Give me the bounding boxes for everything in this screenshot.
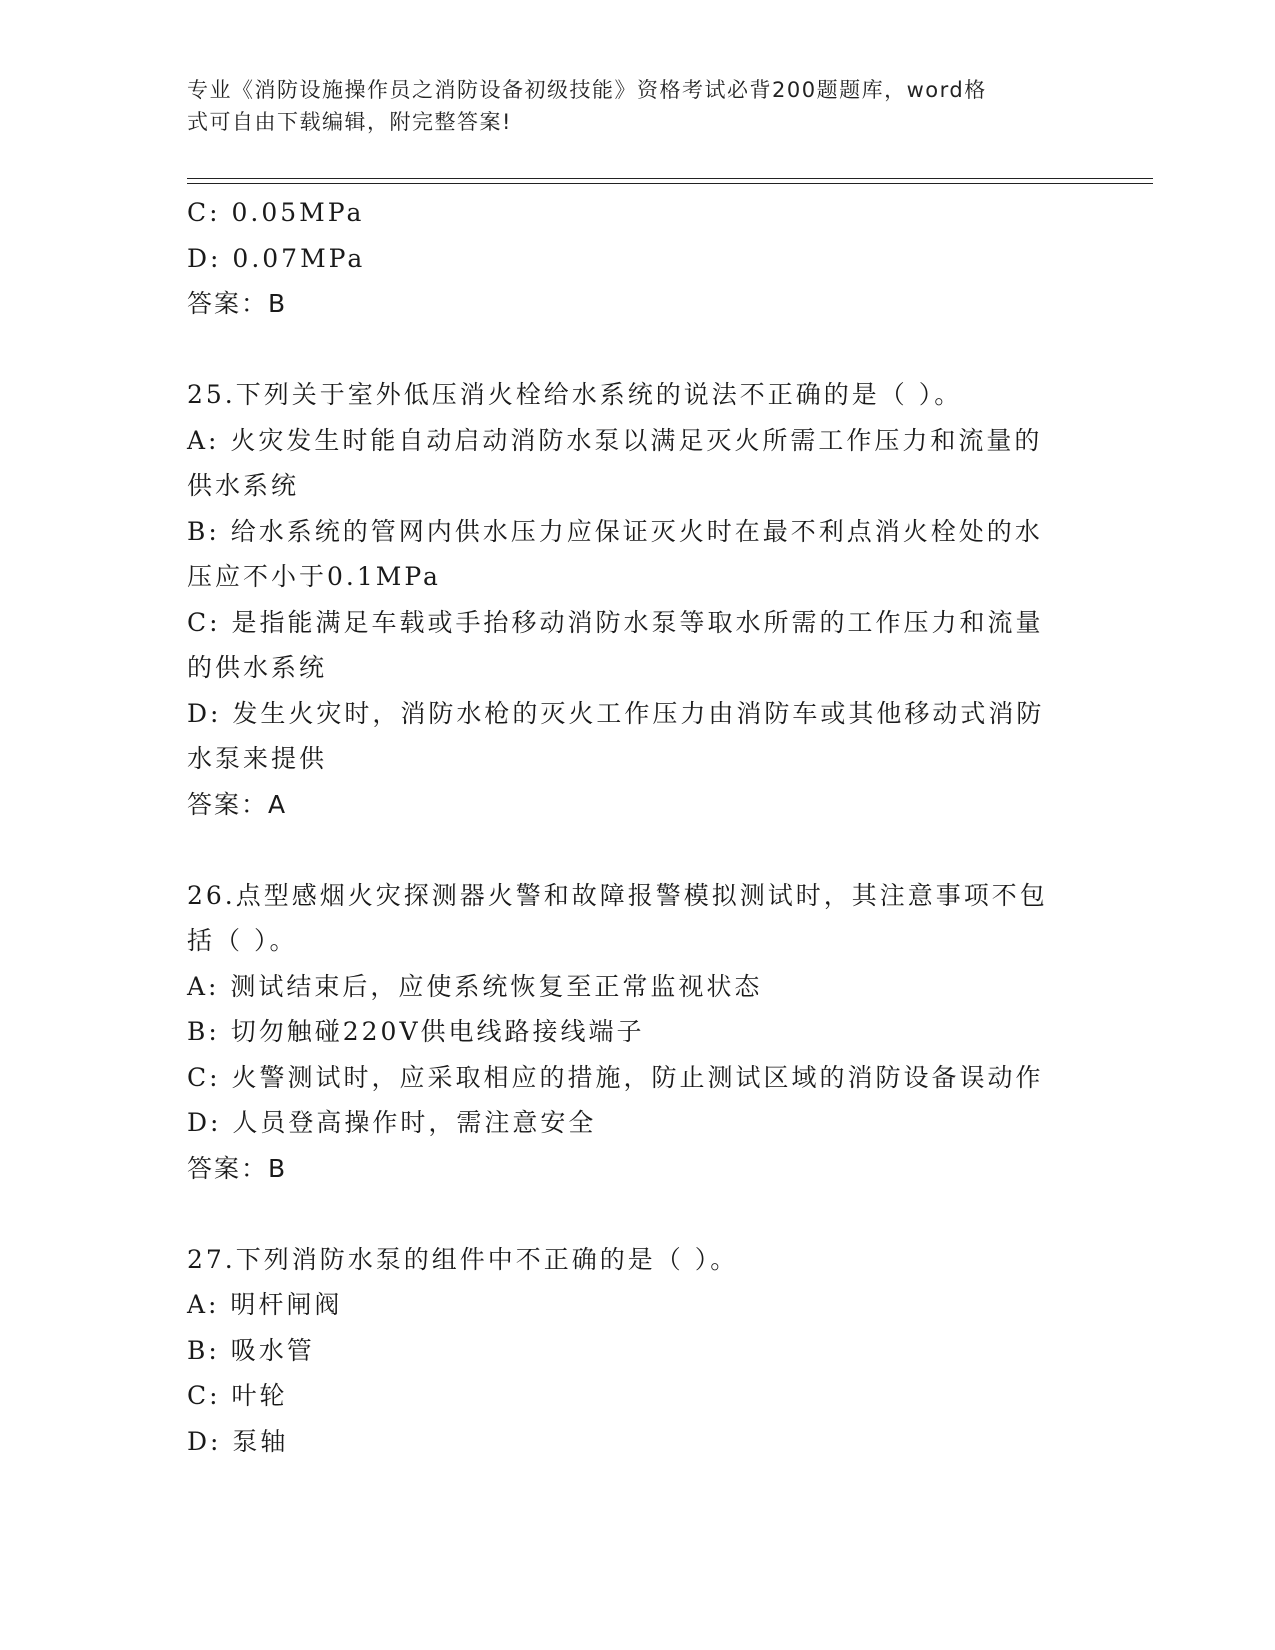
q25-answer: 答案：A [187,789,288,819]
q26-option-b: B: 切勿触碰220V供电线路接线端子 [187,1017,645,1046]
question-list [187,190,1087,1464]
q25-option-a-line-1: A: 火灾发生时能自动启动消防水泵以满足灭火所需工作压力和流量的 [187,425,1043,455]
header-line-1: 专业《消防设施操作员之消防设备初级技能》资格考试必背200题题库，word格 [187,78,987,102]
q25-question: 25.下列关于室外低压消火栓给水系统的说法不正确的是（ ）。 [187,380,963,409]
q24-option-c: C: 0.05MPa [187,198,365,227]
q26-answer: 答案：B [187,1153,288,1183]
q26-question-line-2: 括（ ）。 [187,926,298,955]
q27-option-a: A: 明杆闸阀 [187,1290,343,1319]
question-27 [187,1237,1087,1465]
q27-option-b: B: 吸水管 [187,1335,315,1365]
q27-question: 27.下列消防水泵的组件中不正确的是（ ）。 [187,1244,739,1274]
q25-option-b-line-2: 压应不小于0.1MPa [187,562,441,591]
q25-option-b-line-1: B: 给水系统的管网内供水压力应保证灭火时在最不利点消火栓处的水 [187,516,1043,546]
q26-option-a: A: 测试结束后，应使系统恢复至正常监视状态 [187,971,763,1001]
q26-question-line-1: 26.点型感烟火灾探测器火警和故障报警模拟测试时，其注意事项不包 [187,880,1048,910]
question-25 [187,372,1087,827]
q25-option-d-line-2: 水泵来提供 [187,744,328,773]
q25-option-a-line-2: 供水系统 [187,471,300,500]
q27-option-c: C: 叶轮 [187,1381,288,1410]
spacer [187,1191,1087,1237]
document-header [187,74,1067,138]
header-line-2: 式可自由下载编辑，附完整答案! [187,110,512,134]
q25-option-c-line-2: 的供水系统 [187,653,328,682]
question-24-continued [187,190,1087,327]
q24-option-d: D: 0.07MPa [187,243,366,273]
q24-answer: 答案：B [187,289,288,318]
header-divider-top [187,178,1153,179]
q25-option-d-line-1: D: 发生火灾时，消防水枪的灭火工作压力由消防车或其他移动式消防 [187,698,1045,728]
spacer [187,327,1087,373]
question-26 [187,873,1087,1192]
header-divider-bottom [187,183,1153,184]
q26-option-d: D: 人员登高操作时，需注意安全 [187,1108,597,1137]
q25-option-c-line-1: C: 是指能满足车载或手抬移动消防水泵等取水所需的工作压力和流量 [187,607,1044,637]
q26-option-c: C: 火警测试时，应采取相应的措施，防止测试区域的消防设备误动作 [187,1062,1044,1092]
q27-option-d: D: 泵轴 [187,1426,289,1456]
spacer [187,827,1087,873]
